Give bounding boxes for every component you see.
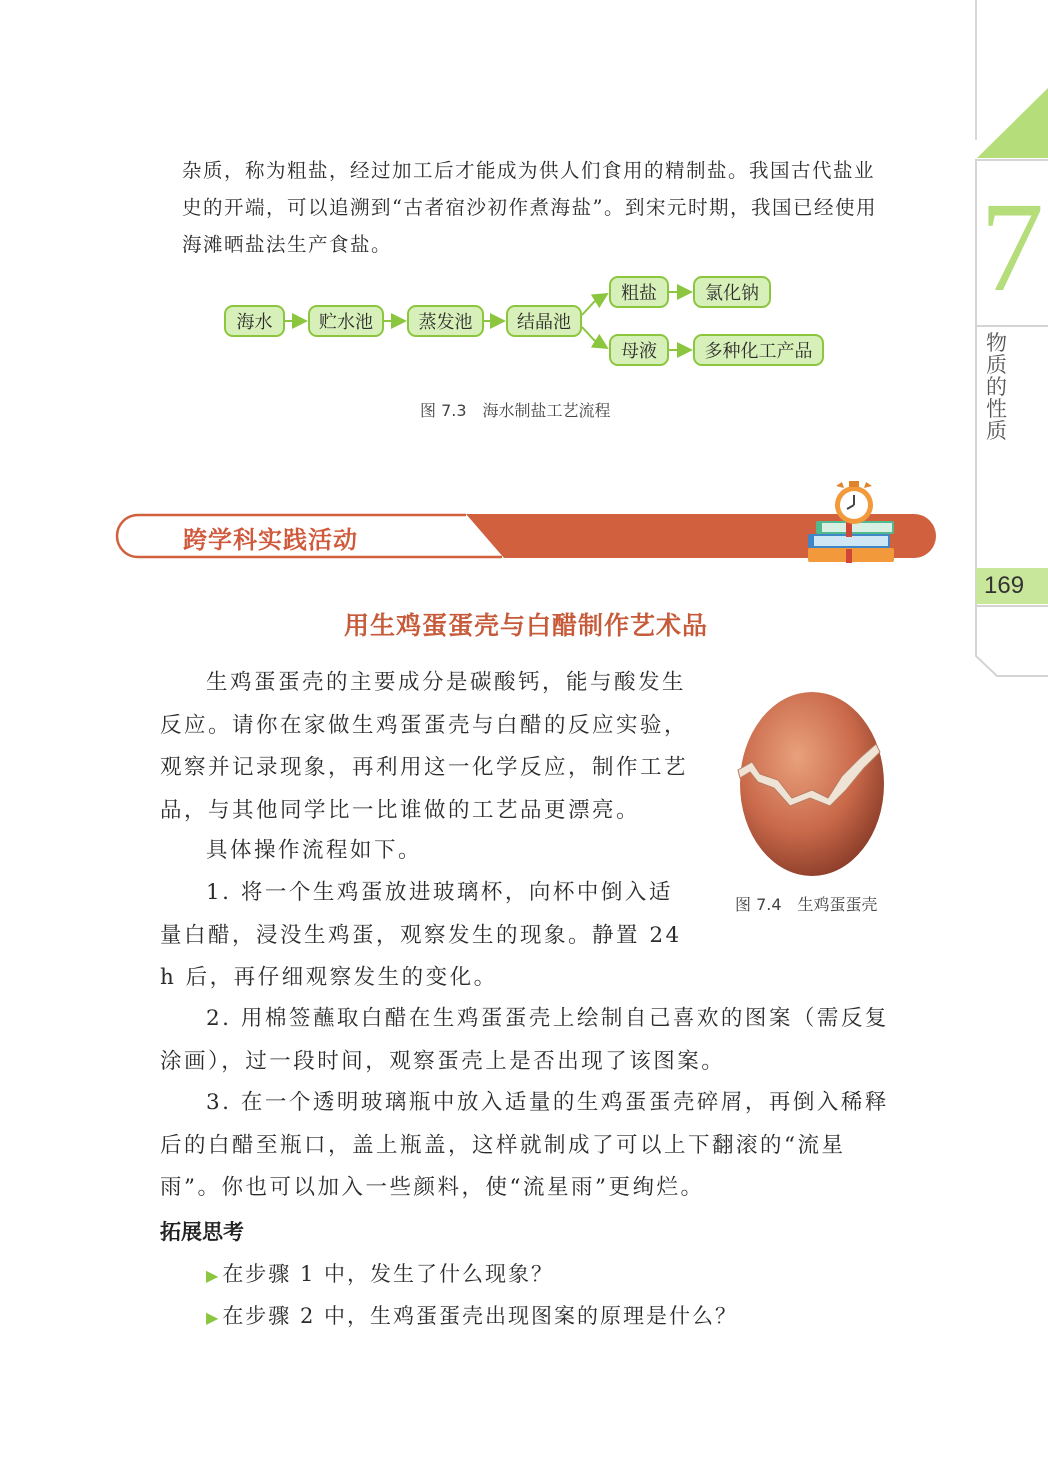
flow-node-seawater: 海水: [224, 305, 285, 337]
flow-node-storage-pool: 贮水池: [308, 305, 384, 337]
flow-node-chemical-products: 多种化工产品: [693, 334, 824, 366]
side-tab-triangle: [977, 88, 1048, 158]
activity-title: [0, 606, 1048, 642]
figure-7-3-caption: 图 7.3 海水制盐工艺流程: [420, 401, 611, 420]
egg-shell-image: [730, 672, 892, 878]
step-2: 2. 用棉签蘸取白醋在生鸡蛋蛋壳上绘制自己喜欢的图案（需反复涂画），过一段时间，观察蛋壳上是否出现了该图案。: [160, 1006, 889, 1074]
flow-node-mother-liquor: 母液: [609, 334, 669, 366]
chapter-number: 7: [980, 176, 1044, 318]
activity-intro: 生鸡蛋蛋壳的主要成分是碳酸钙，能与酸发生反应。请你在家做生鸡蛋蛋壳与白醋的反应实验，观察并记录现象，再利用这一化学反应，制作工艺品，与其他同学比一比谁做的工艺品更漂亮。: [160, 670, 689, 823]
flow-node-crystallization-pool: 结晶池: [506, 305, 582, 337]
step-1: 1. 将一个生鸡蛋放进玻璃杯，向杯中倒入适量白醋，浸没生鸡蛋，观察发生的现象。静置 24 h 后，再仔细观察发生的变化。: [160, 880, 682, 990]
clock-books-icon: [806, 476, 898, 568]
flow-node-evaporation-pool: 蒸发池: [407, 305, 484, 337]
triangle-bullet-icon: ▶: [206, 1308, 219, 1327]
extension-question-2: [206, 1300, 738, 1330]
flow-node-sodium-chloride: 氯化钠: [693, 276, 771, 308]
triangle-bullet-icon: ▶: [206, 1266, 219, 1285]
flow-node-crude-salt: 粗盐: [609, 276, 669, 308]
activity-title-text: 用生鸡蛋蛋壳与白醋制作艺术品: [343, 611, 708, 640]
extension-question-1: [206, 1258, 554, 1288]
extension-question-2-text: 在步骤 2 中，生鸡蛋蛋壳出现图案的原理是什么？: [222, 1304, 739, 1328]
intro-paragraph: 杂质，称为粗盐，经过加工后才能成为供人们食用的精制盐。我国古代盐业史的开端，可以追溯到“古者宿沙初作煮海盐”。到宋元时期，我国已经使用海滩晒盐法生产食盐。: [182, 159, 877, 256]
extension-question-1-text: 在步骤 1 中，发生了什么现象？: [222, 1262, 555, 1286]
step-3: 3. 在一个透明玻璃瓶中放入适量的生鸡蛋蛋壳碎屑，再倒入稀释后的白醋至瓶口，盖上瓶盖，这样就制成了可以上下翻滚的“流星雨”。你也可以加入一些颜料，使“流星雨”更绚烂。: [160, 1090, 889, 1200]
page-number: 169: [984, 572, 1025, 599]
activity-banner-label: 跨学科实践活动: [183, 526, 358, 554]
chapter-title: 物质的性质: [986, 331, 1007, 443]
procedure-lead: 具体操作流程如下。: [206, 838, 423, 863]
figure-7-4-caption: 图 7.4 生鸡蛋蛋壳: [735, 895, 878, 914]
extension-heading: 拓展思考: [160, 1220, 244, 1244]
